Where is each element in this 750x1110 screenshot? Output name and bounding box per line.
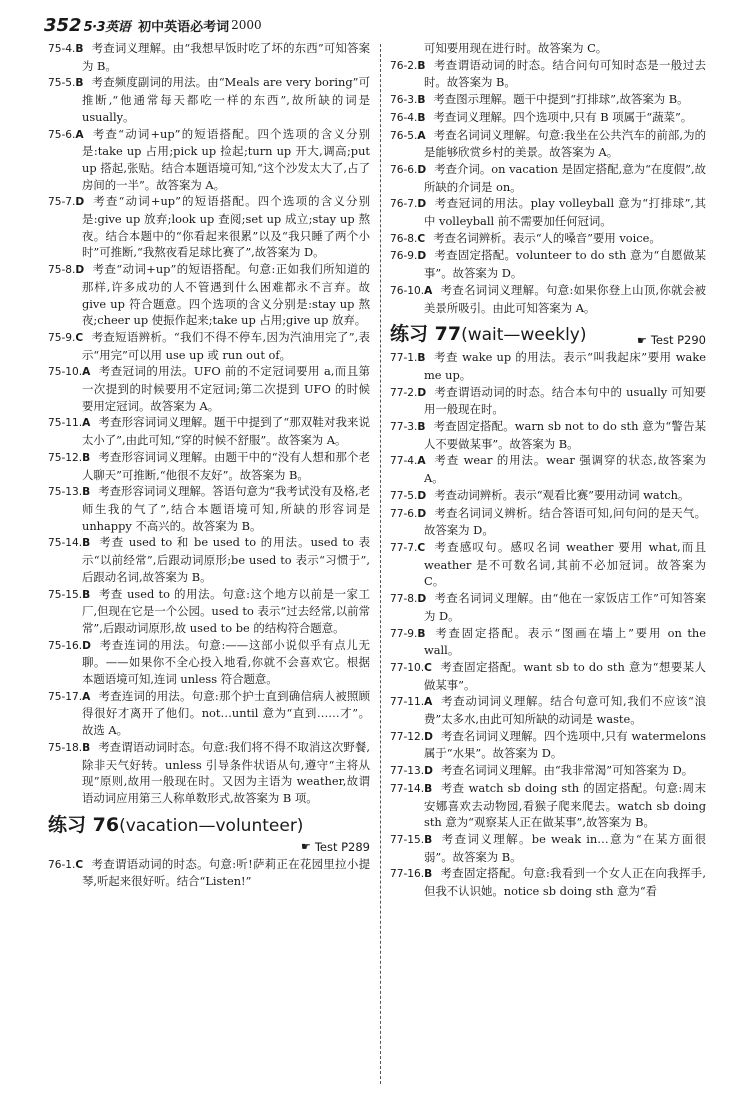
answer-letter: B	[424, 868, 433, 881]
book-year: 2000	[231, 18, 262, 32]
explanation-text: 考查 used to 和 be used to 的用法。used to 表示“以前经常”,后跟动词原形;be used to 表示“习惯于”,后跟动名词,故答案为 B。	[82, 535, 370, 584]
explanation-text: 考查短语辨析。“我们不得不停车,因为汽油用完了”,表示“用完”可以用 use up 或 run out of。	[82, 329, 370, 362]
test-ref-77: ☛ Test P290	[636, 333, 706, 348]
question-number: 75-7.	[48, 196, 76, 209]
answer-letter: B	[75, 43, 84, 55]
answer-letter: B	[417, 627, 426, 640]
answer-letter: C	[75, 858, 84, 871]
answer-entry	[48, 534, 370, 585]
answer-entry	[390, 109, 706, 127]
question-number: 77-8.	[390, 593, 418, 606]
section-range-76: (vacation—volunteer)	[119, 815, 304, 836]
answer-entry	[48, 739, 370, 807]
question-number: 75-17.	[48, 690, 83, 703]
question-number: 76-1.	[48, 858, 76, 871]
page-number: 352	[44, 14, 82, 36]
right-column	[390, 40, 706, 1095]
question-number: 77-15.	[390, 833, 425, 846]
explanation-text: 考查固定搭配。warn sb not to do sth 意为“警告某人不要做某事”。故答案为 B。	[424, 419, 706, 451]
explanation-text: 考查形容词词义理解。答语句意为“我考试没有及格,老师生我的气了”,结合本题语境可知,所缺的形容词是 unhappy 不高兴的。故答案为 B。	[82, 484, 370, 533]
explanation-text: 考查频度副词的用法。由“Meals are very boring”可推断,“他通常每天都吃一样的东西”,故所缺的词是 usually。	[82, 75, 370, 124]
section-header-77	[390, 322, 706, 347]
explanation-text: 考查固定搭配。want sb to do sth 意为“想要某人做某事”。	[424, 659, 706, 692]
question-number: 76-10.	[390, 284, 425, 297]
answer-entry	[390, 418, 706, 452]
question-number: 77-1.	[390, 352, 418, 365]
explanation-text: 考查名词词义理解。句意:我坐在公共汽车的前部,为的是能够欣赏乡村的美景。故答案为 A。	[424, 127, 706, 160]
answer-letter: A	[75, 128, 84, 141]
question-number: 77-10.	[390, 661, 425, 674]
explanation-text: 考查名词词义理解。四个选项中,只有 watermelons 属于“水果”。故答案为 D。	[424, 728, 706, 761]
explanation-text: 考查图示理解。题干中提到“打排球”,故答案为 B。	[433, 92, 689, 107]
answer-letter: A	[82, 366, 91, 379]
answer-letter: D	[417, 198, 427, 211]
test-ref-row-76	[48, 840, 370, 854]
answer-entry	[390, 91, 706, 109]
answer-letter: D	[417, 163, 427, 176]
answer-letter: B	[82, 588, 91, 601]
answer-letter: A	[424, 284, 433, 297]
answer-entry	[48, 414, 370, 448]
answer-entry	[48, 126, 370, 194]
answer-entry	[48, 329, 370, 363]
answer-letter: B	[82, 537, 91, 550]
explanation-text: 考查 watch sb doing sth 的固定搭配。句意:周末安娜喜欢去动物园,看猴子爬来爬去。watch sb doing sth 意为“观察某人正在做某事”,故答案为 B。	[424, 780, 706, 830]
answer-letter: B	[75, 77, 84, 90]
answer-entry	[48, 261, 370, 329]
answer-entry	[390, 349, 706, 383]
answer-letter: D	[417, 507, 427, 520]
answer-letter: B	[424, 782, 433, 795]
answer-entry	[390, 625, 706, 659]
question-number: 75-12.	[48, 451, 83, 464]
answer-letter: B	[417, 94, 426, 107]
question-number: 77-14.	[390, 782, 425, 795]
answer-letter: D	[75, 264, 85, 277]
explanation-text: 考查词义理解。be weak in…意为“在某方面很弱”。故答案为 B。	[424, 831, 706, 864]
answer-entry	[390, 780, 706, 831]
answer-entry	[48, 483, 370, 534]
page-header	[44, 10, 704, 40]
answer-letter: D	[82, 639, 91, 652]
answer-list-76	[390, 40, 706, 316]
answer-entry	[390, 762, 706, 780]
answer-entry	[48, 688, 370, 739]
answer-letter: D	[75, 196, 85, 209]
question-number: 77-16.	[390, 868, 425, 881]
explanation-text: 考查谓语动词时态。句意:我们将不得不取消这次野餐,除非天气好转。unless 引导条件状语从句,遵守“主将从现”原则,故用一般现在时。又因为主语为 weather,故谓语动词应用第三人称单数形式,故答案为 B 项。	[82, 739, 370, 805]
explanation-text: 考查感叹句。感叹名词 weather 要用 what,而且 weather 是不可数名词,其前不必加冠词。故答案为 C。	[424, 539, 706, 589]
answer-letter: D	[424, 730, 433, 743]
explanation-text: 考查连词的用法。句意:那个护士直到确信病人被照顾得很好才离开了他们。not…until 意为“直到……才”。故选 A。	[82, 688, 370, 738]
answer-entry	[48, 363, 370, 414]
explanation-text: 考查冠词的用法。play volleyball 意为“打排球”,其中 volleyball 前不需要加任何冠词。	[424, 196, 706, 229]
answer-letter: D	[417, 593, 427, 606]
explanation-text: 考查 wear 的用法。wear 强调穿的状态,故答案为 A。	[424, 453, 706, 486]
answer-entry	[390, 282, 706, 316]
question-number: 77-4.	[390, 455, 418, 468]
question-number: 76-2.	[390, 59, 418, 72]
question-number: 77-9.	[390, 627, 418, 640]
answer-list-76-start	[48, 856, 370, 890]
answer-list-77	[390, 349, 706, 900]
answer-entry	[390, 57, 706, 91]
explanation-text: 考查 wake up 的用法。表示“叫我起床”要用 wake me up。	[424, 350, 706, 382]
answer-letter: C	[424, 661, 432, 674]
answer-entry	[390, 40, 706, 57]
answer-letter: C	[417, 541, 426, 554]
answer-letter: D	[417, 386, 427, 399]
book-title: 初中英语必考词	[138, 19, 230, 35]
answer-entry	[48, 637, 370, 688]
question-number: 75-13.	[48, 486, 83, 499]
section-title-76: 练习 76(vacation—volunteer)	[48, 813, 304, 836]
explanation-text: 考查固定搭配。表示“图画在墙上”要用 on the wall。	[424, 625, 706, 658]
answer-entry	[390, 452, 706, 486]
question-number: 75-8.	[48, 264, 76, 277]
answer-entry	[48, 74, 370, 125]
question-number: 76-5.	[390, 129, 418, 142]
explanation-text: 考查“动词+up”的短语搭配。四个选项的含义分别是:take up 占用;pick up 捡起;turn up 开大,调高;put up 搭起,张贴。结合本题语境可知,“这个沙发太大了,占了房间的一半”。故答案为 A。	[82, 126, 370, 192]
answer-entry	[48, 586, 370, 637]
pointer-icon: ☛	[300, 840, 311, 854]
explanation-text: 考查“动词+up”的短语搭配。四个选项的含义分别是:give up 放弃;look up 查阅;set up 成立;stay up 熬夜。结合本题中的“你看起来很累”以及“我只睡了两个小时”可推断,“我熬夜看足球比赛了”,故答案为 D。	[82, 194, 370, 260]
answer-entry	[390, 831, 706, 865]
question-number: 75-16.	[48, 639, 83, 652]
answer-entry	[390, 247, 706, 281]
answer-letter: C	[75, 331, 84, 344]
question-number: 76-4.	[390, 111, 418, 124]
answer-entry	[390, 539, 706, 590]
column-divider	[380, 44, 381, 1084]
answer-entry	[48, 449, 370, 483]
question-number: 75-6.	[48, 128, 76, 141]
explanation-text: 考查名词词义辨析。结合答语可知,问句问的是天气。故答案为 D。	[424, 505, 706, 538]
question-number: 75-9.	[48, 331, 76, 344]
answer-entry	[390, 659, 706, 693]
answer-entry	[390, 384, 706, 418]
question-number: 77-11.	[390, 696, 425, 709]
explanation-text: 考查名词辨析。表示“人的嗓音”要用 voice。	[433, 230, 661, 245]
question-number: 75-10.	[48, 366, 83, 379]
answer-letter: B	[417, 59, 426, 72]
left-column	[48, 40, 370, 1095]
question-number: 76-8.	[390, 232, 418, 245]
answer-letter: D	[424, 765, 433, 778]
answer-letter: B	[424, 833, 433, 846]
answer-letter: D	[417, 250, 427, 263]
answer-entry	[48, 193, 370, 261]
answer-entry	[390, 195, 706, 229]
question-number: 77-2.	[390, 386, 418, 399]
answer-entry	[390, 728, 706, 762]
explanation-text: 考查形容词词义理解。题干中提到了“那双鞋对我来说太小了”,由此可知,“穿的时候不舒服”。故答案为 A。	[82, 415, 370, 448]
answer-letter: B	[417, 352, 426, 365]
question-number: 76-9.	[390, 250, 418, 263]
explanation-text: 考查动词词义理解。结合句意可知,我们不应该“浪费”太多水,由此可知所缺的动词是 waste。	[424, 694, 706, 727]
explanation-text: 可知要用现在进行时。故答案为 C。	[424, 41, 608, 55]
answer-letter: B	[417, 111, 426, 124]
answer-entry	[390, 127, 706, 161]
answer-entry	[390, 865, 706, 899]
answer-list-75	[48, 40, 370, 807]
explanation-text: 考查动词辨析。表示“观看比赛”要用动词 watch。	[434, 487, 690, 502]
question-number: 77-6.	[390, 507, 418, 520]
answer-entry	[390, 590, 706, 624]
question-number: 77-3.	[390, 421, 418, 434]
explanation-text: 考查形容词词义理解。由题干中的“没有人想和那个老人聊天”可推断,“他很不友好”。故答案为 B。	[82, 449, 370, 482]
explanation-text: 考查“动词+up”的短语搭配。句意:正如我们所知道的那样,许多成功的人不管遇到什么困难都永不言弃。故 give up 符合题意。四个选项的含义分别是:stay up 熬夜;cheer up 使振作起来;take up 占用;give up 放弃。	[82, 262, 370, 328]
question-number: 75-5.	[48, 77, 76, 90]
answer-letter: A	[417, 455, 426, 468]
explanation-text: 考查词义理解。四个选项中,只有 B 项属于“蔬菜”。	[433, 109, 693, 124]
question-number: 76-3.	[390, 94, 418, 107]
pointer-icon: ☛	[636, 333, 647, 347]
section-header-76	[48, 813, 370, 838]
question-number: 77-13.	[390, 765, 425, 778]
explanation-text: 考查谓语动词的时态。句意:听!萨莉正在花园里拉小提琴,听起来很好听。结合“Listen!”	[82, 856, 370, 889]
explanation-text: 考查名词词义理解。句意:如果你登上山顶,你就会被美景所吸引。由此可知答案为 A。	[424, 282, 706, 315]
answer-entry	[48, 40, 370, 74]
explanation-text: 考查固定搭配。volunteer to do sth 意为“自愿做某事”。故答案为 D。	[424, 248, 706, 281]
question-number: 75-14.	[48, 537, 83, 550]
answer-letter: A	[424, 696, 433, 709]
answer-entry	[390, 693, 706, 727]
question-number: 76-6.	[390, 163, 418, 176]
section-range-77: (wait—weekly)	[461, 325, 587, 346]
answer-letter: D	[417, 489, 427, 502]
explanation-text: 考查固定搭配。句意:我看到一个女人正在向我挥手,但我不认识她。notice sb doing sth 意为“看	[424, 866, 706, 899]
answer-entry	[390, 230, 706, 248]
explanation-text: 考查连词的用法。句意:——这部小说似乎有点儿无聊。——如果你不全心投入地看,你就不会喜欢它。根据本题语境可知,连词 unless 符合题意。	[82, 637, 370, 687]
answer-letter: B	[417, 421, 426, 434]
question-number: 75-11.	[48, 417, 83, 430]
question-number: 75-4.	[48, 43, 76, 55]
brand-logo: 5·3英语	[83, 19, 131, 35]
explanation-text: 考查 used to 的用法。句意:这个地方以前是一家工厂,但现在它是一个公园。used to 表示“过去经常,以前常常”,后跟动词原形,故 used to be 的结构符合题意。	[82, 586, 370, 635]
answer-letter: A	[82, 690, 91, 703]
explanation-text: 考查名词词义理解。由“我非常渴”可知答案为 D。	[440, 763, 694, 778]
question-number: 76-7.	[390, 198, 418, 211]
answer-letter: C	[417, 232, 426, 245]
explanation-text: 考查谓语动词的时态。结合问句可知时态是一般过去时。故答案为 B。	[424, 57, 706, 90]
explanation-text: 考查谓语动词的时态。结合本句中的 usually 可知要用一般现在时。	[424, 384, 706, 417]
answer-letter: B	[82, 451, 91, 464]
question-number: 77-5.	[390, 489, 418, 502]
explanation-text: 考查介词。on vacation 是固定搭配,意为“在度假”,故所缺的介词是 on。	[424, 161, 706, 194]
answer-letter: A	[417, 129, 426, 142]
question-number: 77-12.	[390, 730, 425, 743]
answer-entry	[390, 161, 706, 195]
question-number: 77-7.	[390, 541, 418, 554]
explanation-text: 考查冠词的用法。UFO 前的不定冠词要用 a,而且第一次提到的时候要用不定冠词;第二次提到 UFO 的时候要用定冠词。故答案为 A。	[82, 364, 370, 413]
question-number: 75-18.	[48, 741, 83, 754]
answer-entry	[390, 487, 706, 505]
answer-letter: B	[82, 486, 91, 499]
answer-entry	[390, 505, 706, 539]
explanation-text: 考查词义理解。由“我想早饭时吃了坏的东西”可知答案为 B。	[82, 41, 370, 73]
question-number: 75-15.	[48, 588, 83, 601]
test-ref-76: ☛ Test P289	[300, 839, 370, 854]
explanation-text: 考查名词词义理解。由“他在一家饭店工作”可知答案为 D。	[424, 591, 706, 623]
answer-letter: B	[82, 741, 91, 754]
section-title-77: 练习 77(wait—weekly)	[390, 323, 587, 346]
answer-entry	[48, 856, 370, 890]
answer-letter: A	[82, 417, 91, 430]
